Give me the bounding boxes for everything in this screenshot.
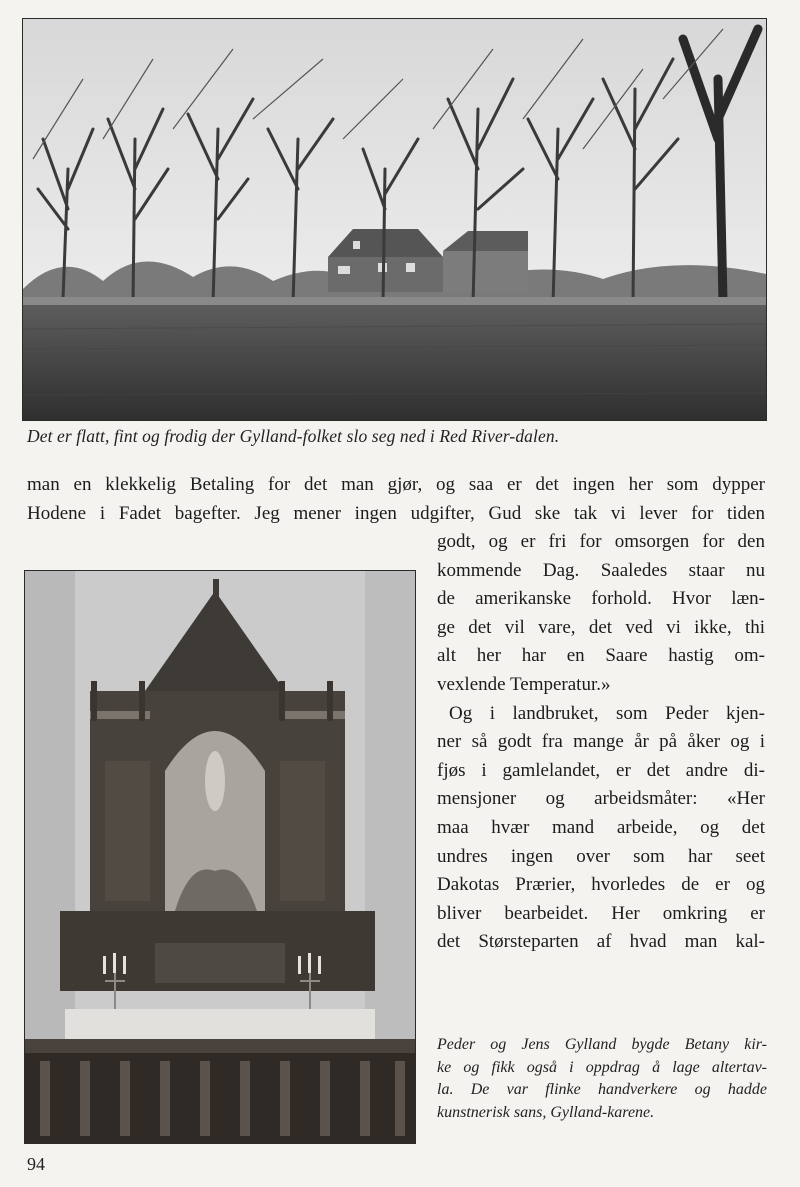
body-line: bliver bearbeidet. Her omkring er <box>437 902 765 924</box>
body-line: kommende Dag. Saaledes staar nu <box>437 559 765 581</box>
body-line: alt her har en Saare hastig om- <box>437 645 765 667</box>
body-line: ner så godt fra mange år på åker og i <box>437 731 765 753</box>
caption-line: la. De var flinke handverkere og hadde <box>437 1081 767 1098</box>
photo-altarpiece <box>24 570 416 1144</box>
body-text-column <box>437 528 765 957</box>
body-line: ge det vil vare, det ved vi ikke, thi <box>437 616 765 638</box>
body-text-full-width <box>27 471 765 528</box>
photo-farmhouse-field <box>22 18 767 421</box>
page-number: 94 <box>27 1154 45 1174</box>
body-line: Og i landbruket, som Peder kjen- <box>449 702 765 724</box>
altarpiece-illustration <box>25 571 415 1143</box>
body-line: undres ingen over som har seet <box>437 845 765 867</box>
body-line: vexlende Temperatur.» <box>437 673 611 695</box>
farmhouse-field-illustration <box>23 19 766 420</box>
body-line: fjøs i gamlelandet, er det andre di- <box>437 759 765 781</box>
body-line: maa hvær mand arbeide, og det <box>437 816 765 838</box>
caption-line: kunstnerisk sans, Gylland-karene. <box>437 1103 655 1121</box>
body-line: Dakotas Prærier, hvorledes de er og <box>437 874 765 896</box>
caption-top: Det er flatt, fint og frodig der Gylland-folket slo seg ned i Red River-dalen. <box>27 426 560 446</box>
body-line: det Størsteparten af hvad man kal- <box>437 931 765 953</box>
caption-line: Peder og Jens Gylland bygde Betany kir- <box>437 1036 767 1053</box>
body-line: godt, og er fri for omsorgen for den <box>437 531 765 552</box>
body-line: de amerikanske forhold. Hvor læn- <box>437 588 765 610</box>
caption-line: ke og fikk også i oppdrag å lage altertav- <box>437 1058 767 1076</box>
body-line: Hodene i Fadet bagefter. Jeg mener ingen udgifter, Gud ske tak vi lever for tiden <box>27 502 765 524</box>
body-line: man en klekkelig Betaling for det man gjør, og saa er det ingen her som dypper <box>27 474 765 495</box>
body-line: mensjoner og arbeidsmåter: «Her <box>437 788 765 810</box>
caption-bottom <box>437 1034 767 1124</box>
